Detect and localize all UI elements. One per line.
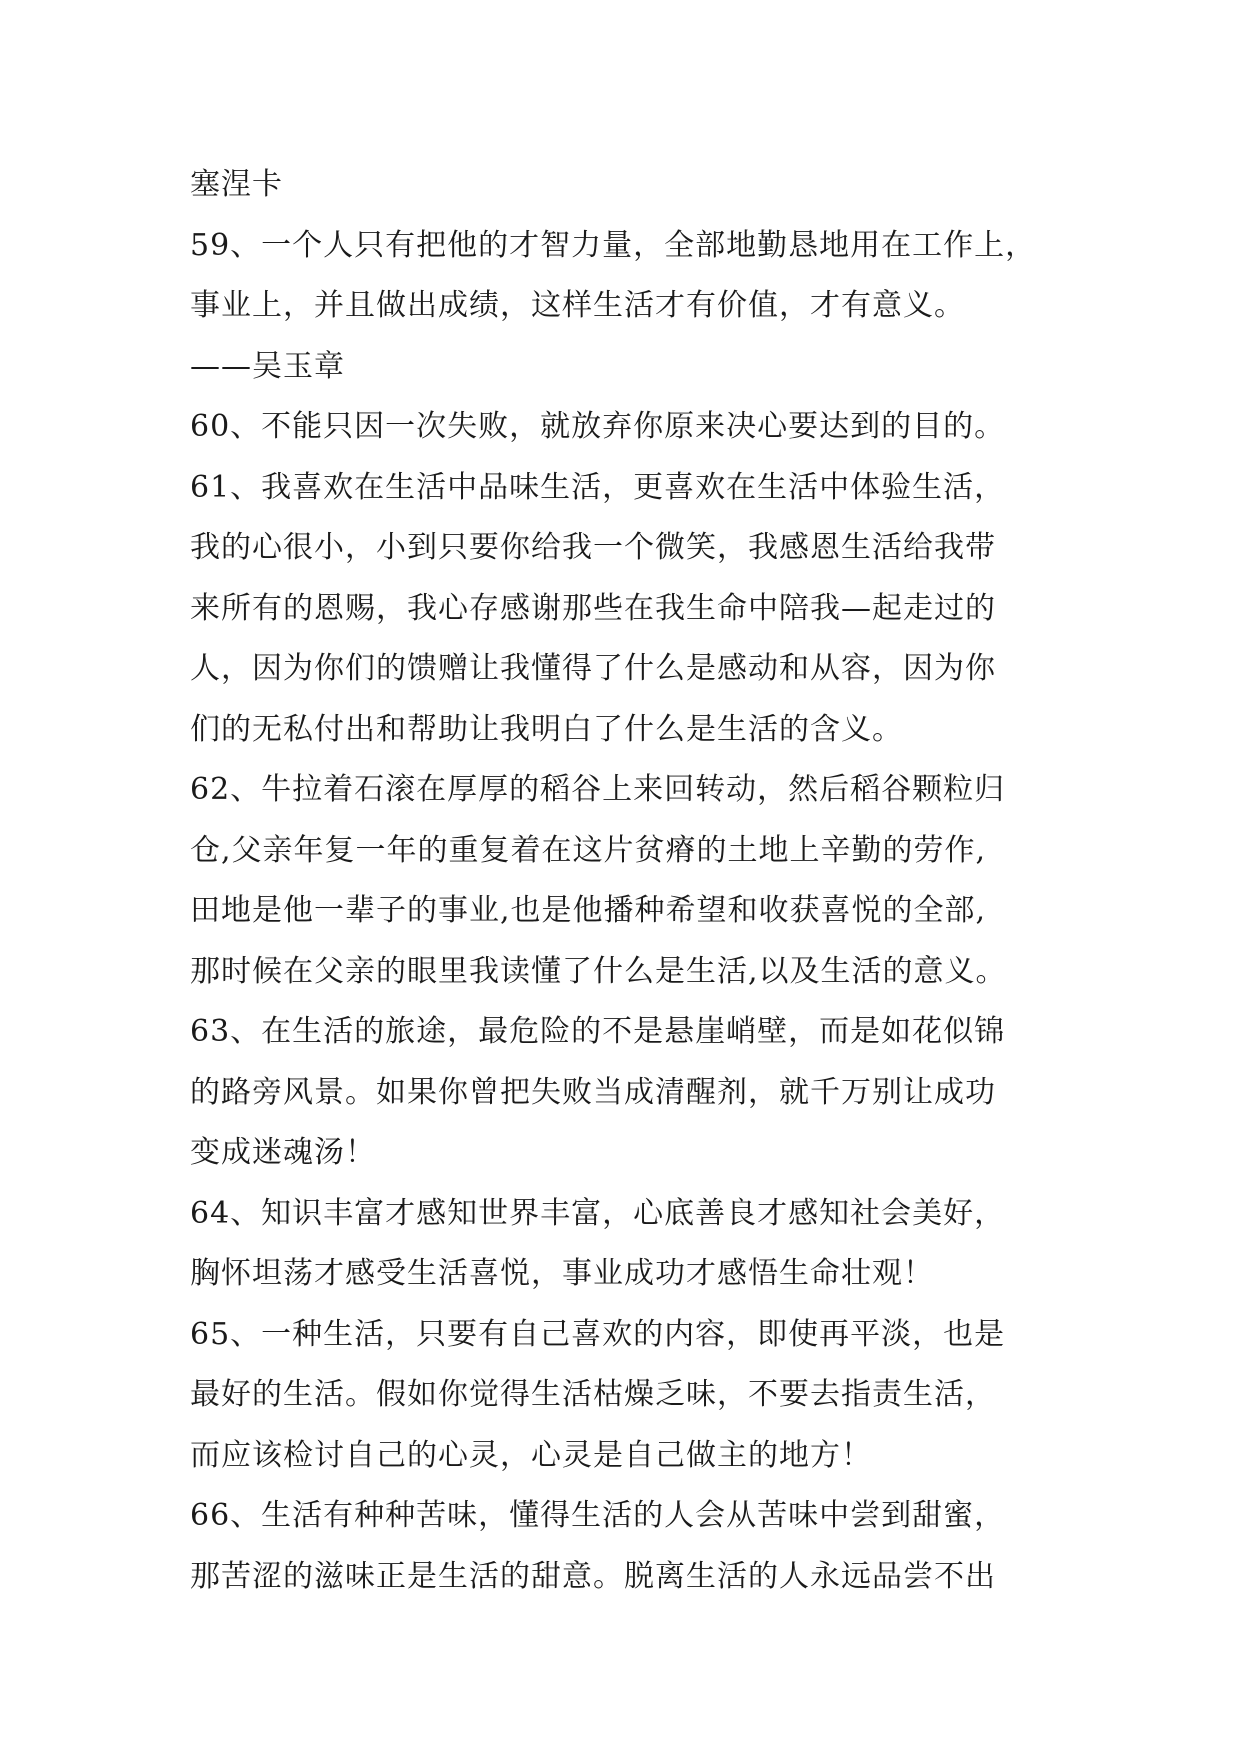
- text-line: 62、牛拉着石滚在厚厚的稻谷上来回转动，然后稻谷颗粒归: [190, 772, 1006, 807]
- text-line: 事业上，并且做出成绩，这样生活才有价值，才有意义。: [190, 288, 965, 323]
- text-line: 最好的生活。假如你觉得生活枯燥乏味，不要去指责生活，: [190, 1377, 996, 1412]
- text-line: 胸怀坦荡才感受生活喜悦，事业成功才感悟生命壮观！: [190, 1256, 934, 1291]
- text-line: 64、知识丰富才感知世界丰富，心底善良才感知社会美好，: [190, 1195, 1006, 1231]
- text-line: 我的心很小，小到只要你给我一个微笑，我感恩生活给我带: [190, 530, 996, 565]
- document-body: [190, 155, 1070, 1607]
- text-line: ——吴玉章: [190, 348, 345, 384]
- text-line: 田地是他一辈子的事业,也是他播种希望和收获喜悦的全部,: [190, 893, 987, 928]
- text-line: 来所有的恩赐，我心存感谢那些在我生命中陪我—起走过的: [190, 590, 996, 626]
- text-line: 那苦涩的滋味正是生活的甜意。脱离生活的人永远品尝不出: [190, 1558, 996, 1594]
- text-line: 们的无私付出和帮助让我明白了什么是生活的含义。: [190, 711, 903, 747]
- text-line: 59、一个人只有把他的才智力量，全部地勤恳地用在工作上，: [190, 227, 1037, 263]
- text-line: 的路旁风景。如果你曾把失败当成清醒剂，就千万别让成功: [190, 1074, 996, 1110]
- text-line: 塞涅卡: [190, 167, 283, 202]
- text-line: 人，因为你们的馈赠让我懂得了什么是感动和从容，因为你: [190, 651, 996, 686]
- text-line: 63、在生活的旅途，最危险的不是悬崖峭壁，而是如花似锦: [190, 1014, 1006, 1049]
- text-line: 61、我喜欢在生活中品味生活，更喜欢在生活中体验生活，: [190, 469, 1006, 505]
- text-line: 65、一种生活，只要有自己喜欢的内容，即使再平淡，也是: [190, 1316, 1006, 1352]
- text-line: 而应该检讨自己的心灵，心灵是自己做主的地方！: [190, 1437, 872, 1473]
- text-line: 那时候在父亲的眼里我读懂了什么是生活,以及生活的意义。: [190, 953, 1007, 989]
- text-line: 仓,父亲年复一年的重复着在这片贫瘠的土地上辛勤的劳作,: [190, 832, 987, 868]
- text-line: 变成迷魂汤！: [190, 1135, 376, 1170]
- text-line: 60、不能只因一次失败，就放弃你原来决心要达到的目的。: [190, 409, 1006, 444]
- text-line: 66、生活有种种苦味，懂得生活的人会从苦味中尝到甜蜜，: [190, 1498, 1006, 1533]
